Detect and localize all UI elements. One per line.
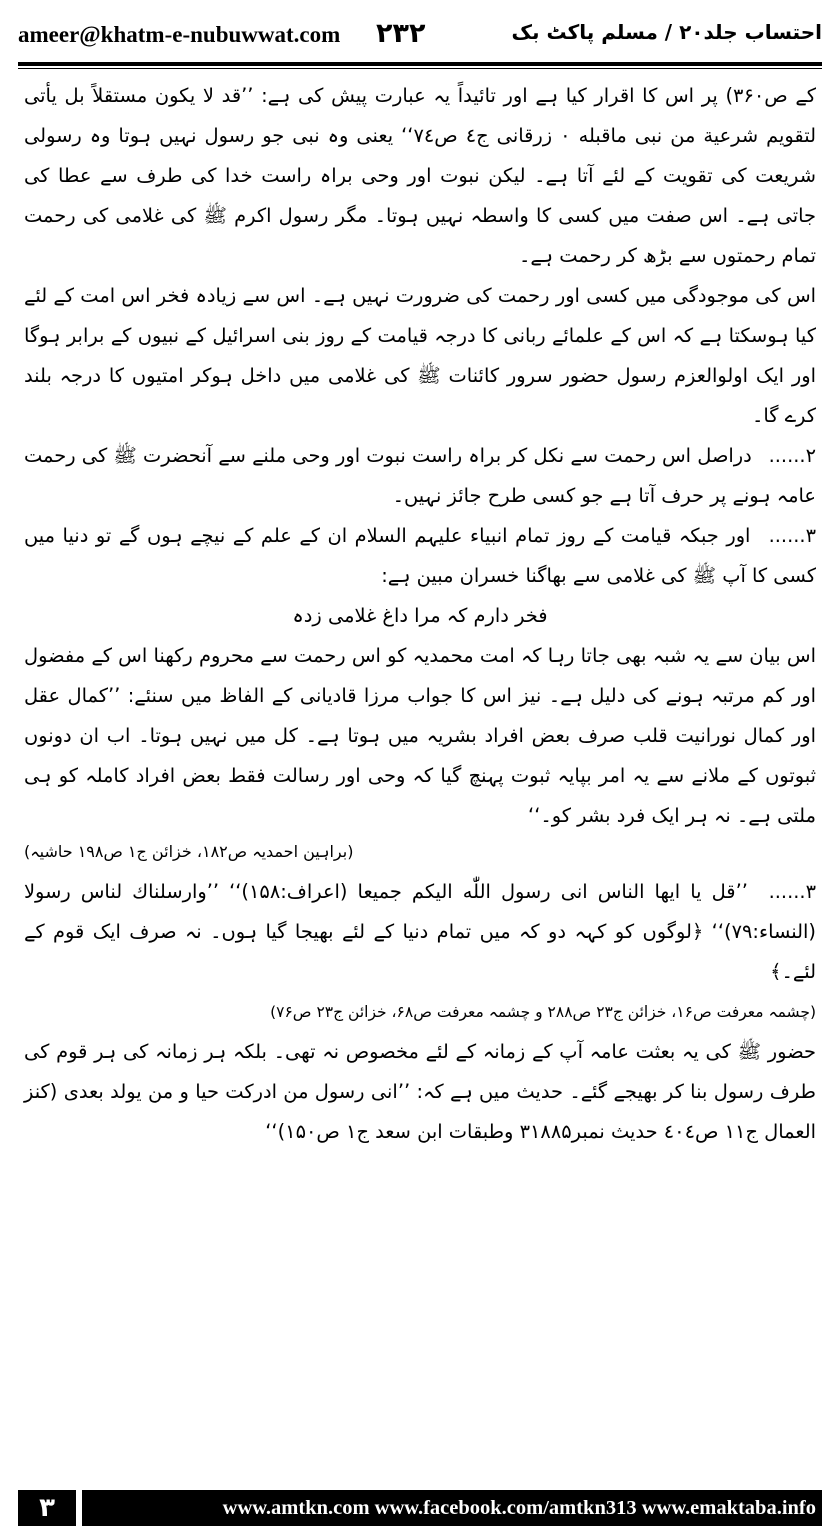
header-page-number: ۲۳۲ bbox=[376, 18, 426, 49]
page-body bbox=[24, 76, 816, 1430]
page-header bbox=[18, 18, 822, 60]
paragraph-5-text: اس بیان سے یہ شبہ بھی جاتا رہا کہ امت محمدیہ کو اس رحمت سے محروم رکھنا اس کے مفضول اور کم مرتبہ ہونے کی دلیل ہے۔ نیز اس کا جواب مرزا قادیانی کے الفاظ میں سنئے: ’’کمال عقل اور کمال نورانیت قلب صرف بعض افراد بشریہ میں ہوتا ہے۔ کل میں نہیں ہوتا۔ اب ان دونوں ثبوتوں کے ملانے سے یہ امر بپایہ ثبوت پہنچ گیا کہ وحی اور رسالت فقط بعض افراد کاملہ کو ہی ملتی ہے۔ نہ ہر ایک فرد بشر کو۔‘‘ bbox=[24, 644, 816, 827]
footer-links[interactable]: www.amtkn.com www.facebook.com/amtkn313 www.emaktaba.info bbox=[222, 1497, 816, 1519]
persian-verse: فخر دارم کہ مرا داغ غلامی زدہ bbox=[292, 604, 548, 627]
footer-page-number: ۳ bbox=[18, 1490, 76, 1526]
paragraph-7: حضور ﷺ کی یہ بعثت عامہ آپ کے زمانہ کے لئے مخصوص نہ تھی۔ بلکہ ہر زمانہ کی ہر قوم کی طرف رسول بنا کر بھیجے گئے۔ حدیث میں ہے کہ: ’’انی رسول من ادرکت حیا و من یولد بعدی (کنز العمال ج۱۱ ص٤٠٤ حدیث نمبر۳۱۸۸۵ وطبقات ابن سعد ج۱ ص۱۵۰)‘‘ bbox=[24, 1040, 816, 1143]
item-number-3b: ۳...... bbox=[768, 880, 816, 903]
item-number-2: ۲...... bbox=[768, 444, 816, 467]
paragraph-6 bbox=[24, 872, 816, 992]
paragraph-5 bbox=[24, 636, 816, 872]
header-divider bbox=[18, 62, 822, 66]
item-number-3: ۳...... bbox=[768, 524, 816, 547]
paragraph-4 bbox=[24, 516, 816, 596]
paragraph-4-text: اور جبکہ قیامت کے روز تمام انبیاء علیہم السلام ان کے علم کے نیچے ہوں گے تو دنیا میں کسی کا آپ ﷺ کی غلامی سے بھاگنا خسران مبین ہے: bbox=[24, 524, 816, 587]
paragraph-2: اس کی موجودگی میں کسی اور رحمت کی ضرورت نہیں ہے۔ اس سے زیادہ فخر اس امت کے لئے کیا ہوسکتا ہے کہ اس کے علمائے ربانی کا درجہ قیامت کے روز بنی اسرائیل کے نبیوں کے برابر ہوگا اور ایک اولوالعزم رسول حضور سرور کائنات ﷺ کی غلامی میں داخل ہوکر امتیوں کا درجہ بلند کرے گا۔ bbox=[24, 284, 816, 427]
reference-barahin: (براہین احمدیہ ص۱۸۲، خزائن ج۱ ص۱۹۸ حاشیہ) bbox=[24, 842, 354, 861]
footer-separator bbox=[76, 1490, 82, 1526]
paragraph-1: کے ص۳۶۰) پر اس کا اقرار کیا ہے اور تائیداً یہ عبارت پیش کی ہے: ’’قد لا یکون مستقلاً بل یأتی لتقویم شرعیة من نبی ماقبله ۰ زرقانی ج٤ ص٧٤‘‘ یعنی وہ نبی جو رسول نہیں ہوتا وہ رسولی شریعت کی تقویت کے لئے آتا ہے۔ لیکن نبوت اور وحی براہ راست خدا کی طرف سے عطا کی جاتی ہے۔ اس صفت میں کسی کا واسطہ نہیں ہوتا۔ مگر رسول اکرم ﷺ کی غلامی کی رحمت تمام رحمتوں سے بڑھ کر رحمت ہے۔ bbox=[24, 84, 817, 267]
header-divider-thin bbox=[18, 68, 822, 69]
paragraph-3-text: دراصل اس رحمت سے نکل کر براہ راست نبوت اور وحی ملنے سے آنحضرت ﷺ کی رحمت عامہ ہونے پر حرف آتا ہے جو کسی طرح جائز نہیں۔ bbox=[24, 444, 816, 507]
paragraph-6-text: ’’قل یا ایها الناس انی رسول اللّٰه الیکم جمیعا (اعراف:۱۵۸)‘‘ ’’وارسلناك لناس رسولا (النساء:۷۹)‘‘ ﴿لوگوں کو کہہ دو کہ میں تمام دنیا کے لئے بھیجا گیا ہوں۔ نہ صرف ایک قوم کے لئے۔﴾ bbox=[24, 880, 816, 983]
paragraph-3 bbox=[24, 436, 816, 516]
header-book-title: احتساب جلد۲۰ / مسلم پاکٹ بک bbox=[511, 20, 822, 44]
header-email: ameer@khatm-e-nubuwwat.com bbox=[18, 22, 341, 47]
page-footer bbox=[18, 1490, 822, 1526]
reference-chashma: (چشمہ معرفت ص۱۶، خزائن ج۲۳ ص۲۸۸ و چشمہ معرفت ص۶۸، خزائن ج۲۳ ص۷۶) bbox=[270, 1003, 816, 1021]
